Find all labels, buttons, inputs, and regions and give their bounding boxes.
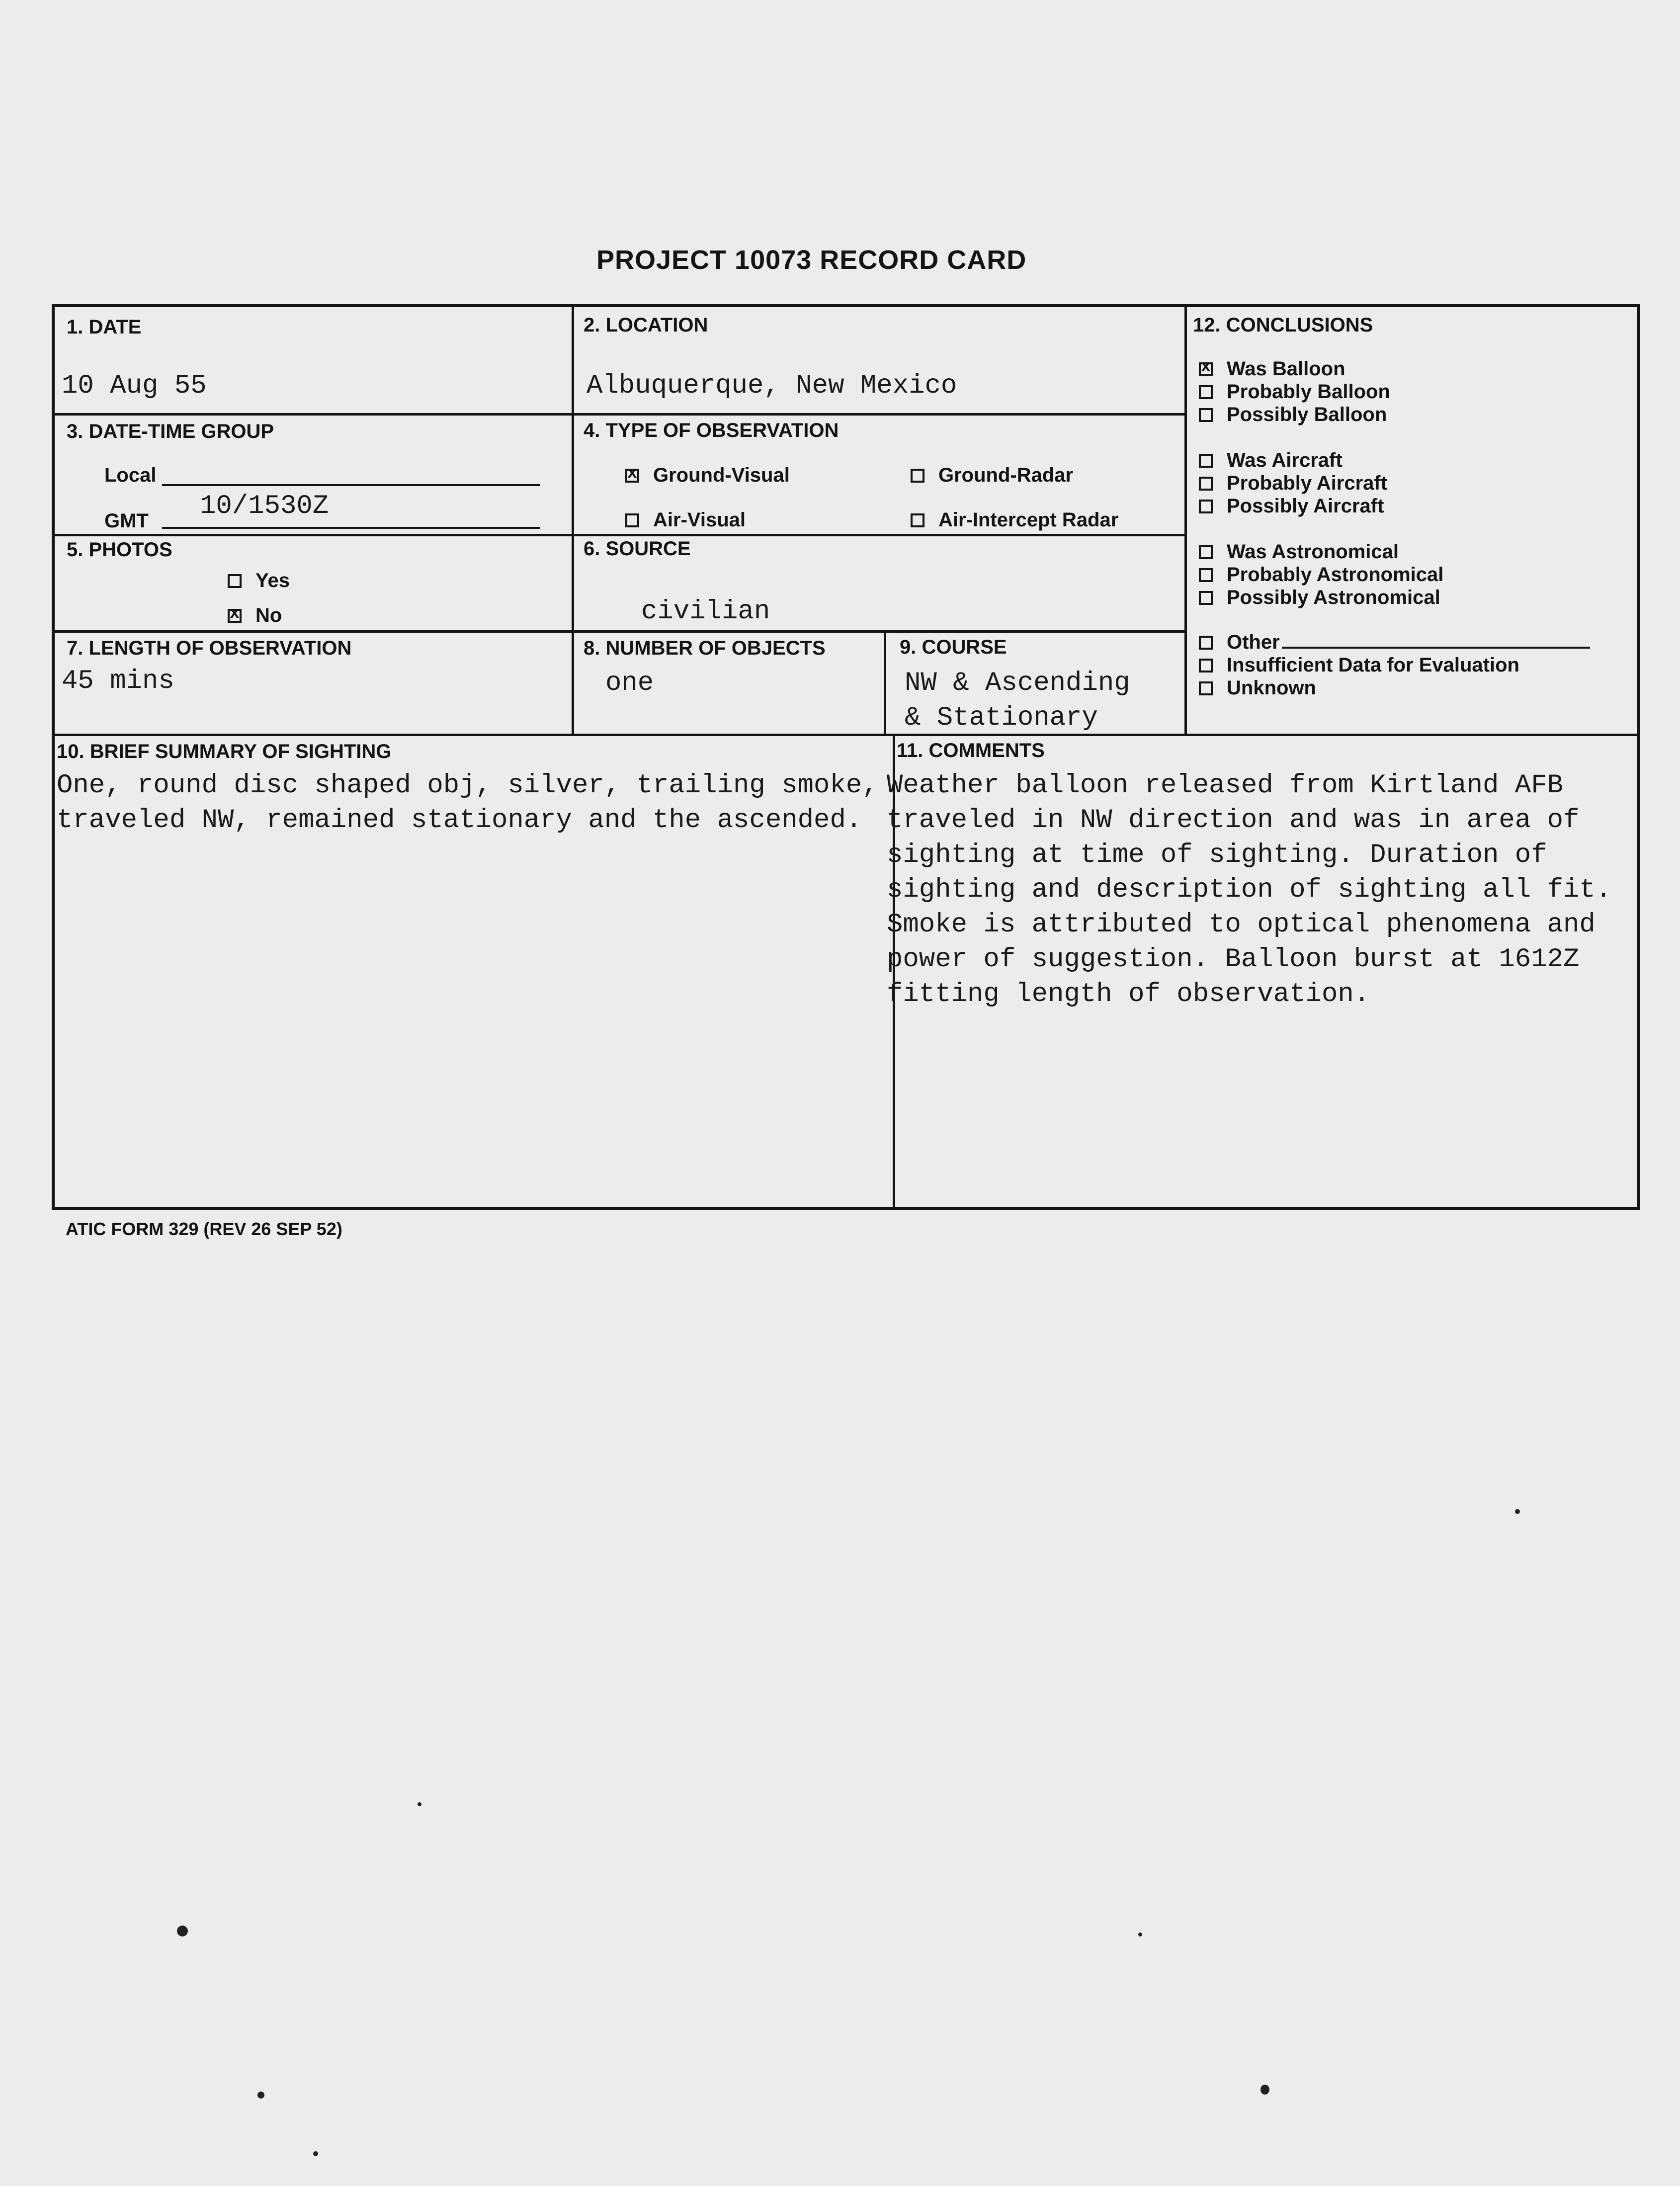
checkbox-icon	[1199, 454, 1213, 468]
option-label: Insufficient Data for Evaluation	[1227, 654, 1519, 676]
gmt-value: 10/1530Z	[200, 491, 329, 521]
option-label: Probably Aircraft	[1227, 472, 1388, 494]
conclusion-option	[1199, 495, 1384, 517]
scan-speck	[1515, 1509, 1520, 1514]
conclusion-option	[1199, 449, 1343, 472]
option-label: Ground-Radar	[938, 464, 1074, 486]
length-of-observation-label: 7. LENGTH OF OBSERVATION	[67, 637, 352, 659]
divider	[55, 534, 1184, 536]
option-label: Yes	[255, 570, 290, 591]
scan-speck	[1260, 2085, 1269, 2095]
scan-speck	[313, 2151, 318, 2156]
source-label: 6. SOURCE	[584, 538, 691, 560]
other-underline	[1282, 632, 1590, 649]
divider	[884, 630, 886, 734]
comments-label: 11. COMMENTS	[897, 740, 1045, 761]
conclusion-option	[1199, 358, 1345, 380]
option-label: Possibly Aircraft	[1227, 495, 1384, 517]
comments-text: Weather balloon released from Kirtland AFB traveled in NW direction and was in area of sighting at time of sighting. Duration of sighting and description of sighting all fit. Smoke is attributed to optical phenomena and power of suggestion. Balloon burst at 1612Z fitting length of observation.	[887, 770, 1612, 1009]
date-label: 1. DATE	[67, 316, 142, 338]
conclusion-option	[1199, 654, 1519, 676]
option-label: Possibly Astronomical	[1227, 587, 1440, 608]
checkbox-icon	[228, 574, 242, 588]
option-label: Air-Visual	[653, 509, 746, 531]
divider	[55, 734, 1637, 736]
conclusion-option	[1199, 677, 1316, 699]
checkbox-icon	[1199, 408, 1213, 422]
checkbox-icon	[1199, 362, 1213, 376]
course-label: 9. COURSE	[900, 636, 1007, 658]
conclusion-option	[1199, 587, 1440, 609]
local-underline	[162, 484, 540, 486]
page-title: PROJECT 10073 RECORD CARD	[596, 245, 1027, 275]
scan-speck	[418, 1802, 421, 1806]
form-footer: ATIC FORM 329 (REV 26 SEP 52)	[66, 1219, 342, 1239]
summary-label: 10. BRIEF SUMMARY OF SIGHTING	[57, 741, 392, 762]
checkbox-icon	[1199, 659, 1213, 673]
option-air-visual	[625, 509, 746, 531]
course-line-1: NW & Ascending	[905, 668, 1130, 698]
checkbox-icon	[1199, 681, 1213, 695]
divider	[572, 307, 574, 734]
length-of-observation-value: 45 mins	[62, 666, 174, 696]
checkbox-icon	[1199, 591, 1213, 605]
option-label: Possibly Balloon	[1227, 404, 1387, 425]
checkbox-icon	[911, 469, 924, 483]
option-label: Probably Astronomical	[1227, 564, 1444, 586]
option-label: Was Astronomical	[1227, 541, 1399, 563]
option-label: Air-Intercept Radar	[938, 509, 1119, 531]
number-of-objects-value: one	[605, 668, 654, 698]
option-label: No	[255, 604, 282, 626]
option-label: Probably Balloon	[1227, 381, 1390, 403]
gmt-label: GMT	[104, 510, 149, 532]
checkbox-icon	[228, 609, 242, 623]
checkbox-icon	[1199, 636, 1213, 650]
conclusion-option	[1199, 404, 1387, 426]
photos-label: 5. PHOTOS	[67, 539, 172, 561]
option-photos-no	[228, 604, 282, 627]
option-ground-visual	[625, 464, 790, 487]
checkbox-icon	[1199, 385, 1213, 399]
source-value: civilian	[641, 596, 770, 627]
course-line-2: & Stationary	[905, 703, 1098, 733]
option-label: Ground-Visual	[653, 464, 790, 486]
checkbox-icon	[1199, 545, 1213, 559]
local-label: Local	[104, 464, 157, 486]
conclusion-option	[1199, 631, 1590, 654]
conclusion-option	[1199, 541, 1399, 563]
scan-speck	[1138, 1933, 1142, 1936]
type-of-observation-label: 4. TYPE OF OBSERVATION	[584, 420, 839, 441]
conclusion-option	[1199, 564, 1443, 586]
conclusions-label: 12. CONCLUSIONS	[1193, 314, 1373, 336]
option-label: Was Balloon	[1227, 358, 1345, 380]
divider	[55, 630, 1184, 633]
option-air-intercept-radar	[911, 509, 1118, 531]
checkbox-icon	[625, 513, 639, 527]
location-label: 2. LOCATION	[584, 314, 708, 336]
conclusion-option	[1199, 381, 1390, 403]
checkbox-icon	[1199, 500, 1213, 513]
option-label: Unknown	[1227, 677, 1316, 699]
checkbox-icon	[911, 513, 924, 527]
conclusion-option	[1199, 472, 1387, 495]
scan-speck	[177, 1926, 188, 1936]
option-label: Other	[1227, 631, 1280, 653]
date-time-group-label: 3. DATE-TIME GROUP	[67, 420, 274, 442]
checkbox-icon	[1199, 568, 1213, 582]
option-label: Was Aircraft	[1227, 449, 1343, 471]
gmt-underline	[162, 527, 540, 529]
record-card	[52, 304, 1640, 1210]
scan-speck	[257, 2092, 264, 2099]
date-value: 10 Aug 55	[62, 371, 207, 401]
checkbox-icon	[625, 469, 639, 483]
option-photos-yes	[228, 570, 290, 592]
divider	[1184, 307, 1187, 734]
location-value: Albuquerque, New Mexico	[587, 371, 957, 401]
number-of-objects-label: 8. NUMBER OF OBJECTS	[584, 637, 826, 659]
summary-text: One, round disc shaped obj, silver, trailing smoke, traveled NW, remained stationary and the ascended.	[57, 770, 878, 836]
divider	[55, 413, 1184, 416]
option-ground-radar	[911, 464, 1073, 487]
checkbox-icon	[1199, 477, 1213, 491]
